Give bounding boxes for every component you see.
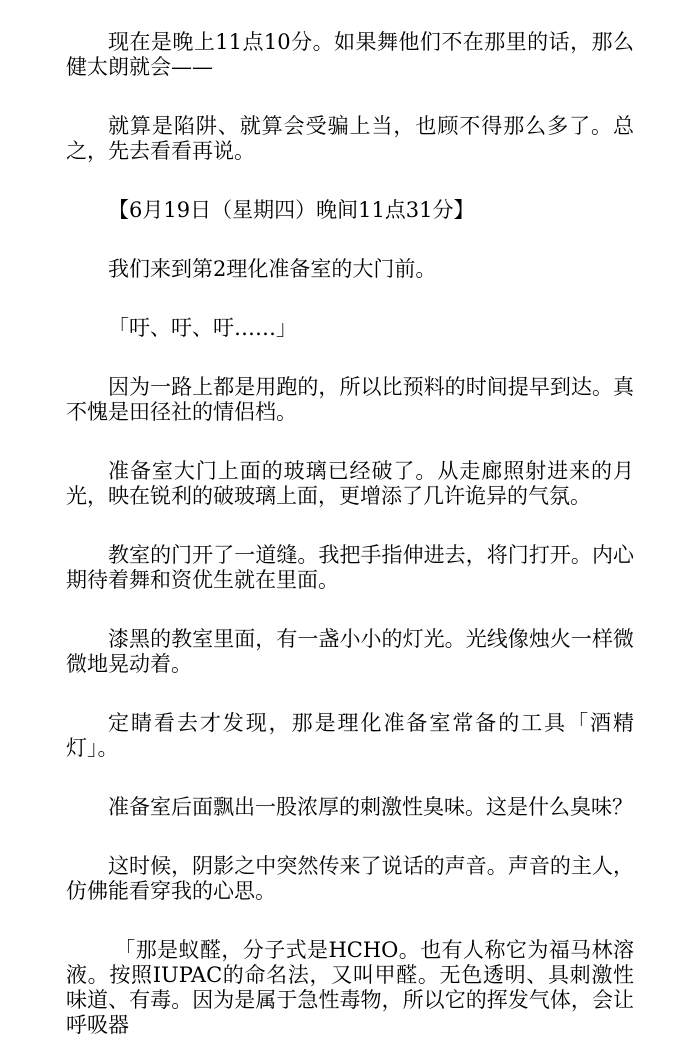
paragraph-formaldehyde-speech: 「那是蚁醛，分子式是HCHO。也有人称它为福马林溶液。按照IUPAC的命名法，又叫甲醛。无色透明、具刺激性味道、有毒。因为是属于急性毒物，所以它的挥发气体，会让呼吸器	[66, 938, 634, 1037]
paragraph-dim-light: 漆黑的教室里面，有一盏小小的灯光。光线像烛火一样微微地晃动着。	[66, 627, 634, 676]
paragraph-smell: 准备室后面飘出一股浓厚的刺激性臭味。这是什么臭味？	[108, 795, 633, 819]
paragraph-time: 现在是晚上11点10分。如果舞他们不在那里的话，那么健太朗就会——	[66, 30, 634, 79]
paragraph-panting: 「吁、吁、吁……」	[108, 316, 297, 340]
paragraph-timestamp-header: 【6月19日（星期四）晚间11点31分】	[108, 198, 475, 222]
paragraph-broken-glass: 准备室大门上面的玻璃已经破了。从走廊照射进来的月光，映在锐利的破玻璃上面，更增添了几许诡异的气氛。	[66, 459, 634, 508]
paragraph-decision: 就算是陷阱、就算会受骗上当，也顾不得那么多了。总之，先去看看再说。	[66, 114, 634, 163]
paragraph-arrival: 我们来到第2理化准备室的大门前。	[108, 257, 437, 281]
paragraph-alcohol-lamp: 定睛看去才发现，那是理化准备室常备的工具「酒精灯」。	[66, 711, 634, 760]
paragraph-early-arrival: 因为一路上都是用跑的，所以比预料的时间提早到达。真不愧是田径社的情侣档。	[66, 375, 634, 424]
paragraph-door-open: 教室的门开了一道缝。我把手指伸进去，将门打开。内心期待着舞和资优生就在里面。	[66, 543, 634, 592]
paragraph-voice: 这时候，阴影之中突然传来了说话的声音。声音的主人，仿佛能看穿我的心思。	[66, 854, 634, 903]
